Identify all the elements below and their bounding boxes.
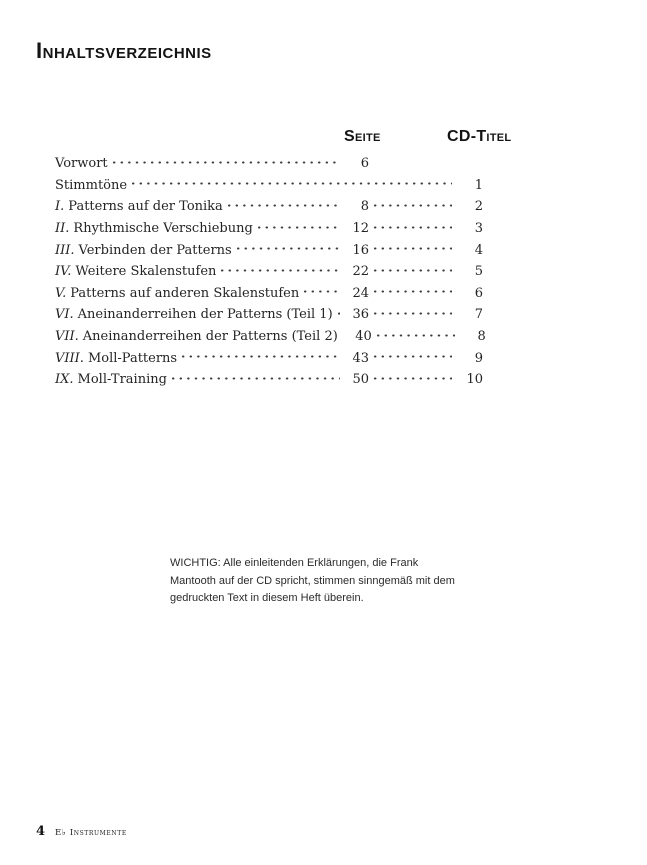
toc-row <box>55 178 483 200</box>
toc-page-number: 36 <box>352 307 369 323</box>
toc-page-number: 50 <box>352 372 369 388</box>
dotted-leader <box>113 161 340 163</box>
toc-row <box>55 199 483 221</box>
toc-row <box>55 264 483 286</box>
toc-row <box>55 329 486 351</box>
toc-row <box>55 307 483 329</box>
footer-page-number: 4 <box>36 824 46 839</box>
dotted-leader <box>374 248 452 250</box>
note-line: gedruckten Text in diesem Heft überein. <box>170 592 364 604</box>
dotted-leader <box>374 269 452 271</box>
toc-entry-numeral: IX. <box>55 372 74 388</box>
toc-page-number: 6 <box>360 156 369 171</box>
toc-cd-number: 5 <box>474 264 483 280</box>
toc-cd-number: 6 <box>474 285 483 301</box>
toc-cd-number: 10 <box>466 372 483 388</box>
toc-entry-title: Moll-Training <box>77 372 167 388</box>
page-footer <box>36 824 127 839</box>
toc-page-number: 43 <box>352 350 369 366</box>
toc-row <box>55 221 483 243</box>
toc-page-number: 16 <box>352 242 369 258</box>
toc-cd-number: 3 <box>474 220 483 236</box>
toc-entry-numeral: II. <box>55 220 70 236</box>
toc-page-number: 22 <box>352 264 369 280</box>
toc-page-number: 40 <box>355 329 372 345</box>
toc-entry-title: Stimmtöne <box>55 177 128 193</box>
dotted-leader <box>338 313 340 315</box>
page-title: Inhaltsverzeichnis <box>36 38 212 63</box>
toc-row <box>55 156 483 178</box>
toc-entry-title: Aneinanderreihen der Patterns (Teil 2) <box>82 329 338 345</box>
toc-cd-number: 7 <box>474 307 483 323</box>
toc-entry-title: Patterns auf anderen Skalenstufen <box>70 285 300 301</box>
dotted-leader <box>221 269 340 271</box>
important-note <box>170 555 460 608</box>
dotted-leader <box>304 291 340 293</box>
dotted-leader <box>374 291 452 293</box>
note-line: Mantooth auf der CD spricht, stimmen sinngemäß mit dem <box>170 574 455 587</box>
toc-entry-numeral: VIII. <box>55 350 84 366</box>
toc-entry-title: Moll-Patterns <box>87 350 178 366</box>
note-line: WICHTIG: Alle einleitenden Erklärungen, die Frank <box>170 557 419 569</box>
dotted-leader <box>374 226 452 228</box>
toc-row <box>55 243 483 265</box>
toc-entry-numeral: VII. <box>55 329 79 345</box>
toc-entry-numeral: VI. <box>55 307 74 323</box>
toc-entry-title: Vorwort <box>55 156 108 171</box>
toc-cd-number: 8 <box>477 329 486 345</box>
toc-cd-number: 4 <box>474 242 483 258</box>
toc-entry-numeral: IV. <box>55 264 72 280</box>
toc-page-number: 12 <box>352 220 369 236</box>
dotted-leader <box>374 378 452 380</box>
toc-entry-title: Rhythmische Verschiebung <box>73 220 253 236</box>
column-header-seite: Seite <box>344 128 381 145</box>
toc-cd-number: 9 <box>474 350 483 366</box>
toc-cd-number: 1 <box>474 177 483 193</box>
toc-row <box>55 286 483 308</box>
toc-entry-title: Patterns auf der Tonika <box>68 199 223 215</box>
toc-entry-numeral: V. <box>55 285 67 301</box>
column-header-cd-titel: CD-Titel <box>447 128 512 145</box>
dotted-leader <box>228 204 340 206</box>
footer-edition-label: E♭ Instrumente <box>55 828 127 838</box>
dotted-leader <box>377 334 455 336</box>
dotted-leader <box>182 356 340 358</box>
dotted-leader <box>237 248 340 250</box>
toc-entry-title: Aneinanderreihen der Patterns (Teil 1) <box>77 307 333 323</box>
toc-row <box>55 351 483 373</box>
toc-row <box>55 372 483 394</box>
dotted-leader <box>132 183 452 185</box>
dotted-leader <box>374 356 452 358</box>
dotted-leader <box>172 378 340 380</box>
toc-entry-title: Verbinden der Patterns <box>78 242 232 258</box>
dotted-leader <box>374 313 452 315</box>
toc-page-number: 8 <box>360 199 369 215</box>
toc-entry-title: Weitere Skalenstufen <box>75 264 217 280</box>
toc-list <box>55 156 486 394</box>
toc-entry-numeral: III. <box>55 242 75 258</box>
toc-page-number: 24 <box>352 285 369 301</box>
dotted-leader <box>374 204 452 206</box>
toc-entry-numeral: I. <box>55 199 65 215</box>
toc-cd-number: 2 <box>474 199 483 215</box>
dotted-leader <box>258 226 340 228</box>
